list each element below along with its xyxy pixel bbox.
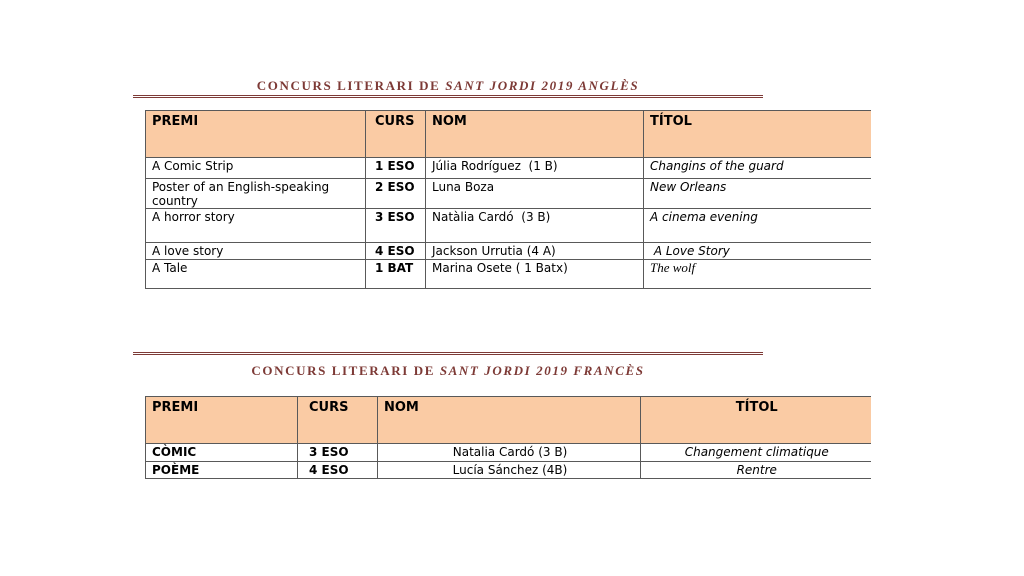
titol-cell: Changins of the guard [644,158,871,179]
titol-cell: Changement climatique [641,444,871,462]
frances-results-table [145,396,871,479]
nom-cell: Lucía Sánchez (4B) [378,462,641,479]
col-header-premi: PREMI [146,111,366,158]
col-header-premi: PREMI [146,397,298,444]
curs-cell: 1 BAT [366,260,426,289]
section-title-emphasis: SANT JORDI 2019 ANGLÈS [445,78,640,93]
section-title-frances [133,363,763,379]
curs-cell: 2 ESO [366,179,426,209]
table-header-row [146,397,871,444]
col-header-curs: CURS [298,397,378,444]
titol-cell: Rentre [641,462,871,479]
premi-cell: A Comic Strip [146,158,366,179]
titol-cell: A cinema evening [644,209,871,243]
nom-cell: Jackson Urrutia (4 A) [426,243,644,260]
col-header-nom: NOM [378,397,641,444]
table-row [146,462,871,479]
curs-cell: 1 ESO [366,158,426,179]
curs-cell: 4 ESO [298,462,378,479]
curs-cell: 4 ESO [366,243,426,260]
premi-cell: A Tale [146,260,366,289]
title-rule [133,352,763,355]
table-row [146,243,871,260]
titol-cell: The wolf [644,260,871,289]
col-header-nom: NOM [426,111,644,158]
table-row [146,260,871,289]
titol-cell: A Love Story [644,243,871,260]
table-row [146,179,871,209]
curs-cell: 3 ESO [366,209,426,243]
table-header-row [146,111,871,158]
premi-cell: A love story [146,243,366,260]
table-row [146,158,871,179]
premi-cell: POÈME [146,462,298,479]
nom-cell: Marina Osete ( 1 Batx) [426,260,644,289]
premi-cell: CÒMIC [146,444,298,462]
premi-cell: Poster of an English-speaking country [146,179,366,209]
section-title-emphasis: SANT JORDI 2019 FRANCÈS [439,363,645,378]
nom-cell: Natalia Cardó (3 B) [378,444,641,462]
col-header-titol: TÍTOL [644,111,871,158]
col-header-curs: CURS [366,111,426,158]
table-row [146,444,871,462]
col-header-titol: TÍTOL [641,397,871,444]
nom-cell: Luna Boza [426,179,644,209]
title-rule [133,95,763,98]
nom-cell: Júlia Rodríguez (1 B) [426,158,644,179]
curs-cell: 3 ESO [298,444,378,462]
angles-results-table [145,110,871,289]
titol-cell: New Orleans [644,179,871,209]
section-title-prefix: CONCURS LITERARI DE [256,78,446,93]
premi-cell: A horror story [146,209,366,243]
table-row [146,209,871,243]
nom-cell: Natàlia Cardó (3 B) [426,209,644,243]
section-title-angles [133,78,763,94]
section-title-prefix: CONCURS LITERARI DE [251,363,440,378]
